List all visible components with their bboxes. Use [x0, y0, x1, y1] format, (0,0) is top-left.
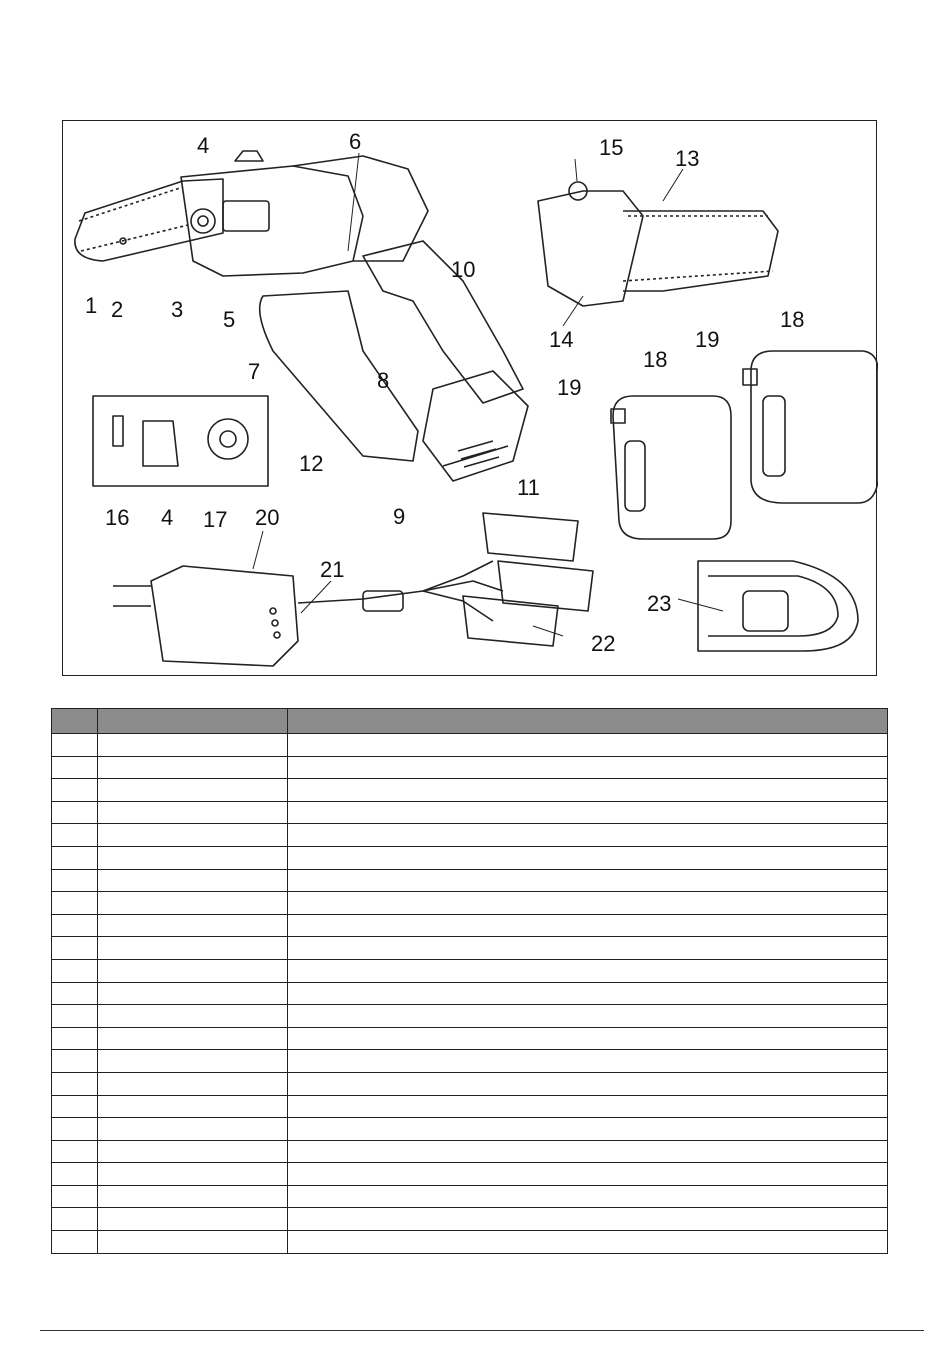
- table-cell: [52, 1005, 98, 1028]
- table-cell: [52, 1231, 98, 1254]
- parts-table: [51, 708, 888, 1254]
- table-cell: [98, 801, 288, 824]
- table-cell: [98, 1140, 288, 1163]
- table-cell: [288, 734, 888, 757]
- callout-2: 2: [111, 297, 124, 322]
- callout-21: 21: [320, 557, 345, 582]
- table-cell: [288, 779, 888, 802]
- product-diagram: [62, 120, 877, 676]
- callout-18: 18: [643, 347, 668, 372]
- table-header-row: [52, 709, 888, 734]
- callout-13: 13: [675, 146, 700, 171]
- connector-illustration: [463, 513, 593, 646]
- callout-4: 4: [197, 133, 210, 158]
- table-row: [52, 1185, 888, 1208]
- callout-4b: 4: [161, 505, 174, 530]
- table-row: [52, 846, 888, 869]
- table-cell: [98, 937, 288, 960]
- table-cell: [52, 1208, 98, 1231]
- table-row: [52, 937, 888, 960]
- table-cell: [98, 1231, 288, 1254]
- table-cell: [98, 1072, 288, 1095]
- table-cell: [52, 1185, 98, 1208]
- table-cell: [52, 959, 98, 982]
- table-row: [52, 1072, 888, 1095]
- header-cell-description: [288, 709, 888, 734]
- table-cell: [98, 756, 288, 779]
- header-cell-number: [52, 709, 98, 734]
- table-cell: [52, 1072, 98, 1095]
- footer-divider: [40, 1330, 924, 1331]
- battery-1-illustration: [611, 396, 731, 539]
- table-cell: [288, 1072, 888, 1095]
- table-cell: [52, 824, 98, 847]
- table-cell: [98, 869, 288, 892]
- table-cell: [288, 1140, 888, 1163]
- table-row: [52, 1027, 888, 1050]
- table-row: [52, 1140, 888, 1163]
- table-cell: [52, 756, 98, 779]
- table-row: [52, 779, 888, 802]
- table-cell: [52, 734, 98, 757]
- table-row: [52, 756, 888, 779]
- table-cell: [288, 1095, 888, 1118]
- table-cell: [98, 1208, 288, 1231]
- table-cell: [288, 959, 888, 982]
- table-row: [52, 824, 888, 847]
- table-cell: [98, 892, 288, 915]
- inserted-battery-illustration: [423, 371, 528, 481]
- callout-20: 20: [255, 505, 280, 530]
- table-cell: [288, 824, 888, 847]
- table-cell: [98, 1095, 288, 1118]
- table-cell: [52, 779, 98, 802]
- table-cell: [288, 937, 888, 960]
- callout-10: 10: [451, 257, 476, 282]
- callout-5: 5: [223, 307, 236, 332]
- callout-22: 22: [591, 631, 616, 656]
- table-row: [52, 1163, 888, 1186]
- table-row: [52, 801, 888, 824]
- table-cell: [52, 1095, 98, 1118]
- callout-3: 3: [171, 297, 184, 322]
- header-cell-name: [98, 709, 288, 734]
- table-body: [52, 734, 888, 1254]
- table-cell: [52, 1118, 98, 1141]
- table-cell: [98, 1005, 288, 1028]
- callout-6: 6: [349, 129, 362, 154]
- table-cell: [52, 869, 98, 892]
- charger-illustration: [113, 561, 503, 666]
- callout-15: 15: [599, 135, 624, 160]
- table-row: [52, 869, 888, 892]
- table-cell: [98, 959, 288, 982]
- table-row: [52, 982, 888, 1005]
- table-row: [52, 914, 888, 937]
- callout-7: 7: [248, 359, 261, 384]
- table-cell: [98, 1118, 288, 1141]
- table-cell: [98, 982, 288, 1005]
- table-cell: [288, 1231, 888, 1254]
- table-cell: [288, 869, 888, 892]
- table-row: [52, 959, 888, 982]
- callout-9: 9: [393, 504, 406, 529]
- table-cell: [52, 801, 98, 824]
- table-row: [52, 1095, 888, 1118]
- table-cell: [52, 892, 98, 915]
- detail-inset-illustration: [93, 396, 268, 486]
- table-cell: [52, 1163, 98, 1186]
- callout-16: 16: [105, 505, 130, 530]
- table-cell: [98, 1163, 288, 1186]
- table-row: [52, 1118, 888, 1141]
- table-cell: [98, 779, 288, 802]
- table-row: [52, 734, 888, 757]
- bar-cover-illustration: [698, 561, 858, 651]
- guide-bar-illustration: [75, 179, 223, 261]
- callout-11: 11: [517, 475, 540, 500]
- table-cell: [98, 1185, 288, 1208]
- callout-23: 23: [647, 591, 672, 616]
- table-cell: [288, 1118, 888, 1141]
- callout-1: 1: [85, 293, 98, 318]
- table-cell: [288, 756, 888, 779]
- table-cell: [52, 1140, 98, 1163]
- chainsaw-assembly-drawing: [63, 121, 878, 677]
- table-cell: [288, 892, 888, 915]
- table-cell: [52, 914, 98, 937]
- callout-8: 8: [377, 368, 390, 393]
- table-cell: [98, 1027, 288, 1050]
- table-cell: [288, 982, 888, 1005]
- table-cell: [98, 1050, 288, 1073]
- top-right-saw-illustration: [538, 182, 778, 306]
- table-cell: [288, 1005, 888, 1028]
- motor-housing-illustration: [181, 151, 428, 276]
- table-cell: [52, 937, 98, 960]
- callout-17: 17: [203, 507, 228, 532]
- table-cell: [52, 846, 98, 869]
- callout-18b: 18: [780, 307, 805, 332]
- callout-19b: 19: [695, 327, 720, 352]
- battery-2-illustration: [743, 351, 878, 503]
- table-cell: [288, 914, 888, 937]
- table-cell: [288, 801, 888, 824]
- table-cell: [288, 846, 888, 869]
- table-cell: [288, 1050, 888, 1073]
- table-cell: [288, 1208, 888, 1231]
- table-cell: [98, 824, 288, 847]
- table-cell: [52, 1027, 98, 1050]
- table-row: [52, 1005, 888, 1028]
- table-row: [52, 1050, 888, 1073]
- table-cell: [288, 1163, 888, 1186]
- table-cell: [52, 1050, 98, 1073]
- table-cell: [52, 982, 98, 1005]
- callout-19: 19: [557, 375, 582, 400]
- table-row: [52, 892, 888, 915]
- handle-illustration: [260, 241, 523, 461]
- table-cell: [288, 1185, 888, 1208]
- table-cell: [288, 1027, 888, 1050]
- callout-14: 14: [549, 327, 574, 352]
- callout-12: 12: [299, 451, 324, 476]
- callout-labels: [85, 129, 804, 656]
- table-cell: [98, 846, 288, 869]
- table-cell: [98, 914, 288, 937]
- table-row: [52, 1208, 888, 1231]
- table-row: [52, 1231, 888, 1254]
- table-cell: [98, 734, 288, 757]
